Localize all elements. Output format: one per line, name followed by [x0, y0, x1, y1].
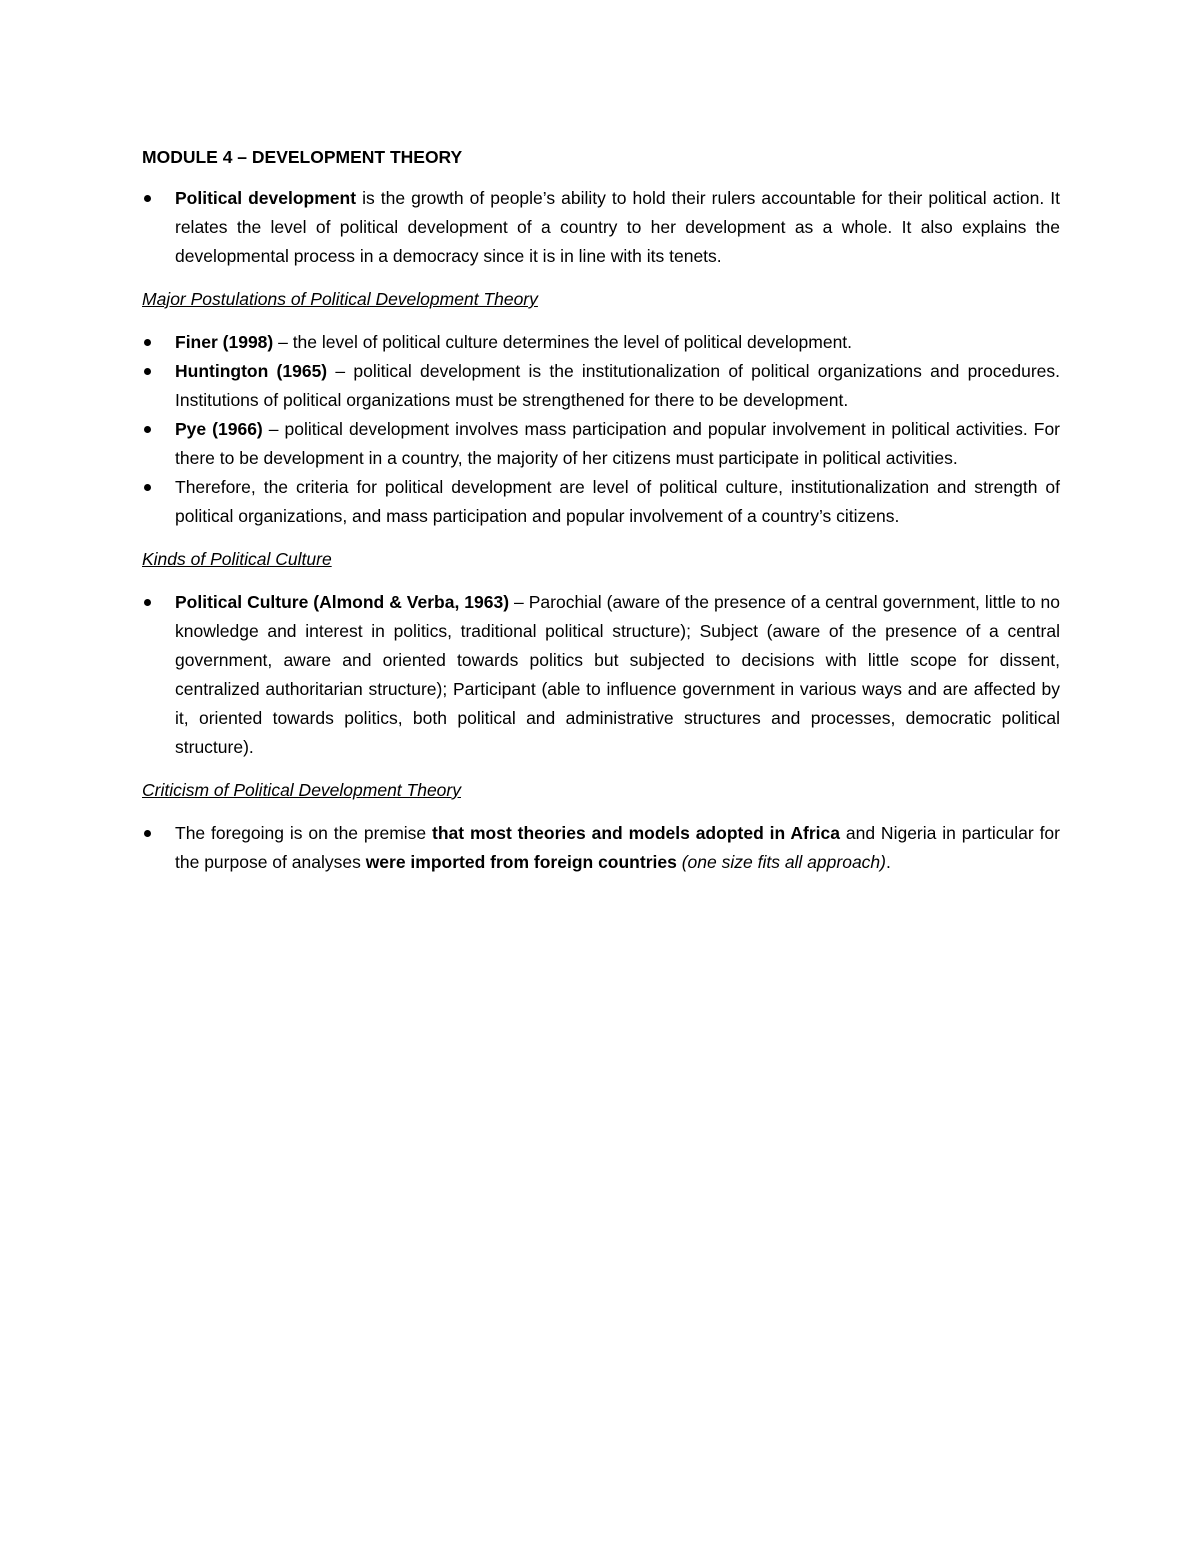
list-item: [142, 819, 1060, 877]
item-text: .: [886, 852, 891, 872]
item-lead: Political Culture (Almond & Verba, 1963): [175, 592, 510, 612]
item-text: is the growth of people’s ability to hold their rulers accountable for their political action. It relates the level of political development of a country to her development as a whole. It also explains the developmental process in a democracy since it is in line with its tenets.: [175, 188, 1060, 266]
item-italic: (one size fits all approach): [681, 852, 886, 872]
section-heading-kinds: Kinds of Political Culture: [142, 549, 332, 569]
item-text: Therefore, the criteria for political development are level of political culture, institutionalization and strength of political organizations, and mass participation and popular involvement of a country’s citizens.: [175, 477, 1060, 526]
item-lead: Pye (1966): [175, 419, 263, 439]
list-item: [142, 184, 1060, 271]
item-text: – political development involves mass participation and popular involvement in political activities. For there to be development in a country, the majority of her citizens must participate in political activities.: [175, 419, 1060, 468]
postulations-list: [142, 328, 1060, 531]
list-item: [142, 473, 1060, 531]
item-bold: were imported from foreign countries: [365, 852, 677, 872]
section-heading-criticism: Criticism of Political Development Theory: [142, 780, 461, 800]
item-text: – political development is the institutionalization of political organizations and procedures. Institutions of political organizations must be strengthened for there to be development.: [175, 361, 1060, 410]
item-bold: that most theories and models adopted in Africa: [432, 823, 840, 843]
item-text: – Parochial (aware of the presence of a central government, little to no knowledge and interest in politics, traditional political structure); Subject (aware of the presence of a central government, aware and oriented towards politics but subjected to decisions with little scope for dissent, centralized authoritarian structure); Participant (able to influence government in various ways and are affected by it, oriented towards politics, both political and administrative structures and processes, democratic political structure).: [175, 592, 1060, 757]
list-item: [142, 415, 1060, 473]
document-page: [142, 143, 1060, 877]
item-text: – the level of political culture determines the level of political development.: [273, 332, 853, 352]
item-lead: Huntington (1965): [175, 361, 328, 381]
item-text: and Nigeria in particular for the purpose of analyses: [175, 823, 1060, 872]
term-bold: Political development: [175, 188, 357, 208]
criticism-list: [142, 819, 1060, 877]
list-item: [142, 588, 1060, 762]
item-text: The foregoing is on the premise: [175, 823, 433, 843]
intro-list: [142, 184, 1060, 271]
kinds-list: [142, 588, 1060, 762]
module-title: MODULE 4 – DEVELOPMENT THEORY: [142, 147, 463, 167]
list-item: [142, 357, 1060, 415]
list-item: [142, 328, 1060, 357]
section-heading-postulations: Major Postulations of Political Development Theory: [142, 289, 538, 309]
item-lead: Finer (1998): [175, 332, 274, 352]
